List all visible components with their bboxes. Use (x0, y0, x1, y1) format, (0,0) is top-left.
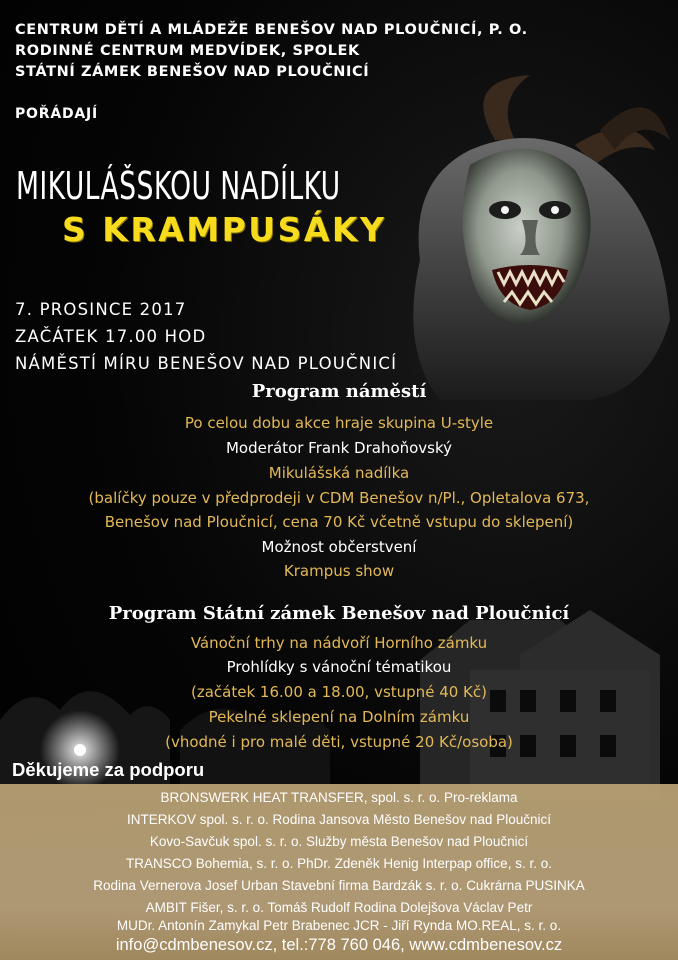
program-castle-line: (začátek 16.00 a 18.00, vstupné 40 Kč) (191, 683, 487, 701)
program-castle-line: Prohlídky s vánoční tématikou (226, 658, 452, 676)
sponsor-line: TRANSCO Bohemia, s. r. o. PhDr. Zdeněk Henig Interpap office, s. r. o. (126, 856, 552, 871)
program-square-line: Krampus show (283, 562, 395, 580)
program-square-heading: Program náměstí (251, 381, 427, 402)
sponsor-line: BRONSWERK HEAT TRANSFER, spol. s. r. o. Pro-reklama (160, 790, 518, 805)
organizer-line: CENTRUM DĚTÍ A MLÁDEŽE BENEŠOV NAD PLOUČNICÍ, P. O. (15, 22, 528, 38)
organizer-line: RODINNÉ CENTRUM MEDVÍDEK, SPOLEK (15, 43, 360, 59)
sponsors-panel (0, 784, 678, 960)
program-castle-heading: Program Státní zámek Benešov nad Ploučnicí (108, 603, 570, 624)
event-start: ZAČÁTEK 17.00 HOD (15, 327, 207, 346)
poster-title-line2: S KRAMPUSÁKY (62, 210, 387, 249)
program-castle-line: Pekelné sklepení na Dolním zámku (208, 708, 470, 726)
organizer-line: STÁTNÍ ZÁMEK BENEŠOV NAD PLOUČNICÍ (15, 64, 370, 80)
sponsor-line: AMBIT Fišer, s. r. o. Tomáš Rudolf Rodina Dolejšova Václav Petr (145, 900, 533, 915)
contact-info: info@cdmbenesov.cz, tel.:778 760 046, www.cdmbenesov.cz (115, 936, 563, 954)
event-date: 7. PROSINCE 2017 (15, 300, 187, 319)
sponsor-line: INTERKOV spol. s. r. o. Rodina Jansova Město Benešov nad Ploučnicí (127, 812, 551, 827)
organizers-suffix: POŘÁDAJÍ (15, 106, 99, 122)
program-square-line: Mikulášská nadílka (268, 464, 410, 482)
program-square-line: Benešov nad Ploučnicí, cena 70 Kč včetně vstupu do sklepení) (104, 513, 574, 531)
program-castle-line: Vánoční trhy na nádvoří Horního zámku (190, 634, 488, 652)
program-castle-line: (vhodné i pro malé děti, vstupné 20 Kč/osoba) (165, 733, 513, 751)
program-square-line: Možnost občerstvení (261, 538, 417, 556)
event-place: NÁMĚSTÍ MÍRU BENEŠOV NAD PLOUČNICÍ (15, 354, 398, 373)
sponsor-line: MUDr. Antonín Zamykal Petr Brabenec JCR - Jiří Rynda MO.REAL, s. r. o. (116, 918, 562, 933)
program-square-line: (balíčky pouze v předprodeji v CDM Benešov n/Pl., Opletalova 673, (88, 489, 590, 507)
event-details (15, 296, 397, 377)
program-square-line: Moderátor Frank Drahoňovský (225, 439, 453, 457)
program-square-line: Po celou dobu akce hraje skupina U-style (184, 414, 494, 432)
sponsor-line: Rodina Vernerova Josef Urban Stavební firma Bardzák s. r. o. Cukrárna PUSINKA (93, 878, 585, 893)
poster-title-line1: MIKULÁŠSKOU NADÍLKU (16, 164, 341, 208)
krampus-mask-image (400, 70, 678, 400)
sponsor-line: Kovo-Savčuk spol. s. r. o. Služby města Benešov nad Ploučnicí (149, 834, 529, 849)
sponsors-heading: Děkujeme za podporu (12, 759, 205, 780)
